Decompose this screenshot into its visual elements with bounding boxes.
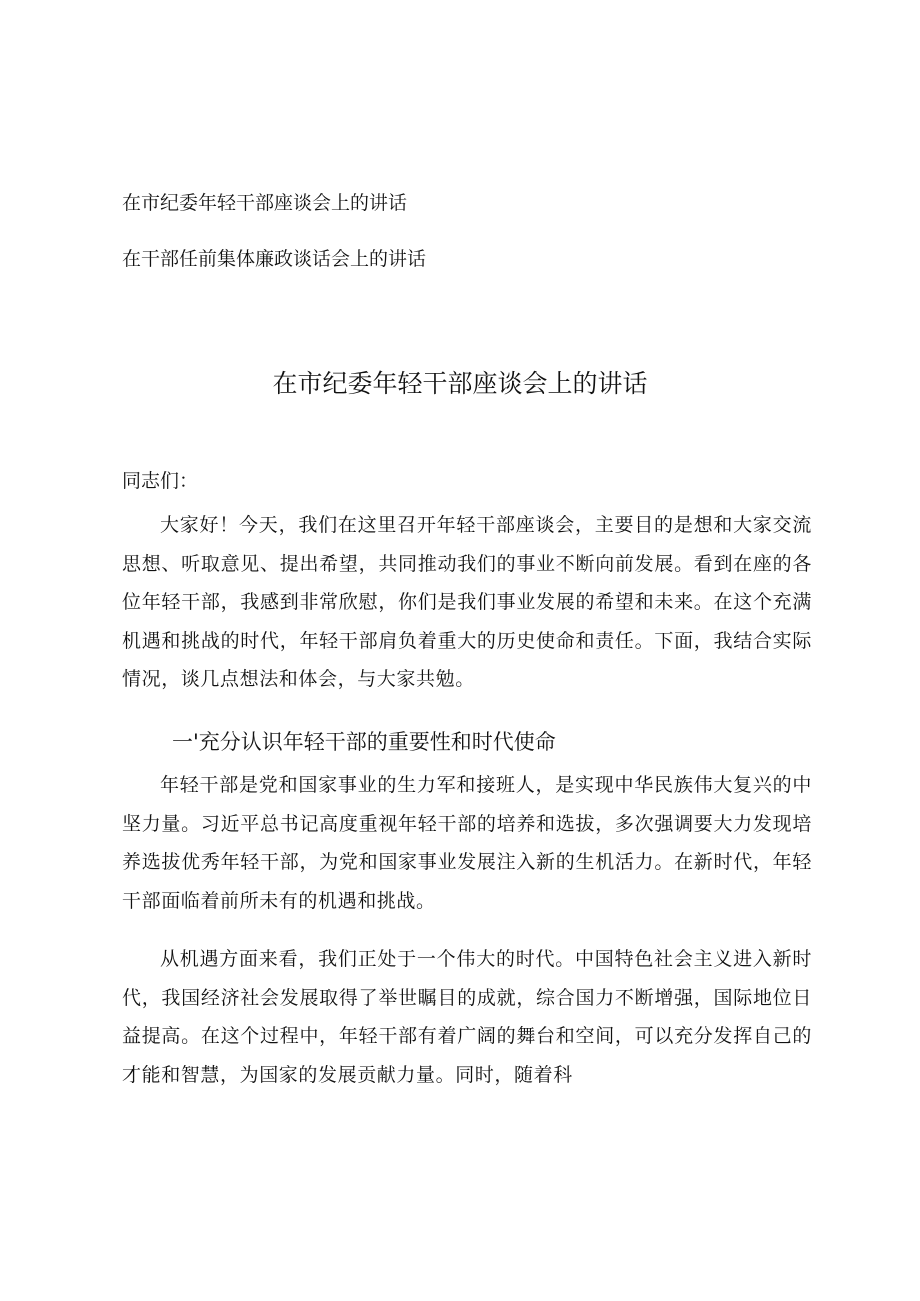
body-paragraph-2: 年轻干部是党和国家事业的生力军和接班人，是实现中华民族伟大复兴的中坚力量。习近平总书记高度重视年轻干部的培养和选拔，多次强调要大力发现培养选拔优秀年轻干部，为党和国家事业发展注入新的生机活力。在新时代，年轻干部面临着前所未有的机遇和挑战。	[122, 774, 812, 912]
body-paragraph-1: 大家好！今天，我们在这里召开年轻干部座谈会，主要目的是想和大家交流思想、听取意见、提出希望，共同推动我们的事业不断向前发展。看到在座的各位年轻干部，我感到非常欣慰，你们是我们事业发展的希望和未来。在这个充满机遇和挑战的时代，年轻干部肩负着重大的历史使命和责任。下面，我结合实际情况，谈几点想法和体会，与大家共勉。	[122, 514, 812, 690]
toc-item-2[interactable]: 在干部任前集体廉政谈话会上的讲话	[122, 248, 427, 270]
salutation: 同志们：	[122, 470, 199, 492]
toc-item-1[interactable]: 在市纪委年轻干部座谈会上的讲话	[122, 192, 408, 214]
body-paragraph-3: 从机遇方面来看，我们正处于一个伟大的时代。中国特色社会主义进入新时代，我国经济社会发展取得了举世瞩目的成就，综合国力不断增强，国际地位日益提高。在这个过程中，年轻干部有着广阔的舞台和空间，可以充分发挥自己的才能和智慧，为国家的发展贡献力量。同时，随着科	[122, 948, 812, 1086]
document-title: 在市纪委年轻干部座谈会上的讲话	[272, 369, 648, 398]
section-heading-1: 一'充分认识年轻干部的重要性和时代使命	[172, 730, 556, 754]
